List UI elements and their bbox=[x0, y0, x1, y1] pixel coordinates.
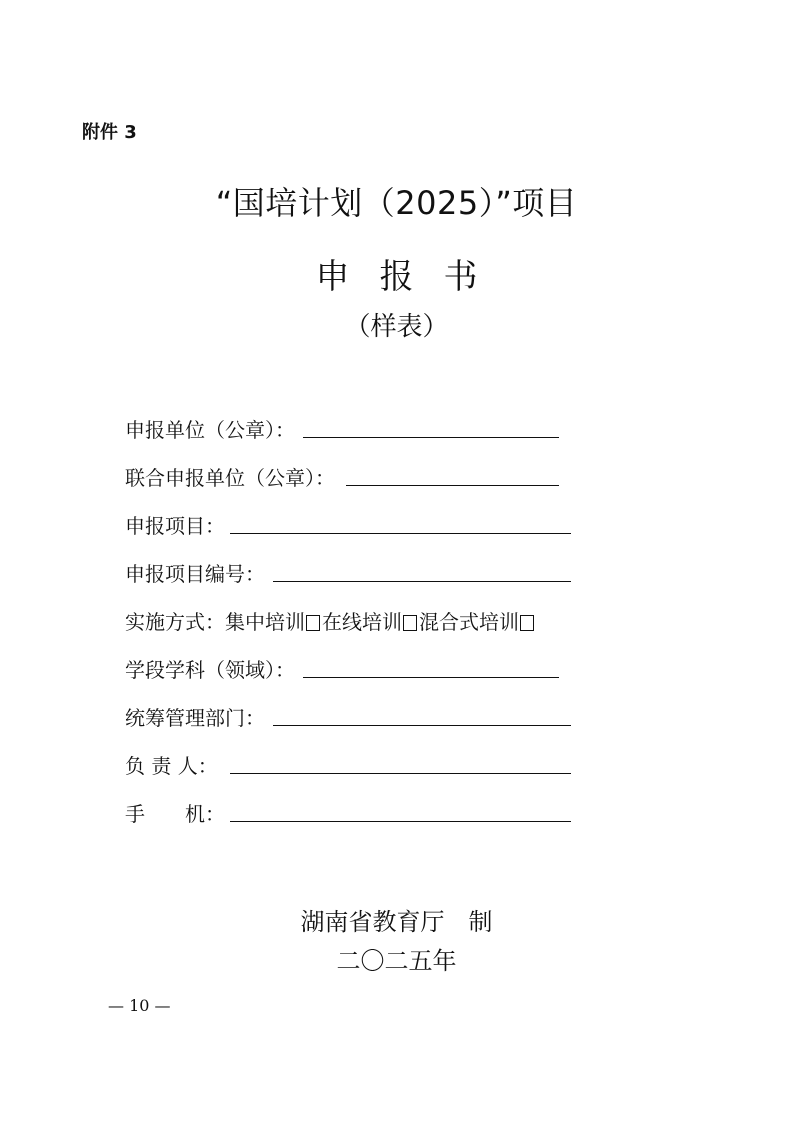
unit-fill-line[interactable] bbox=[303, 437, 559, 438]
project-no-fill-line[interactable] bbox=[273, 581, 571, 582]
project-no-label: 申报项目编号： bbox=[125, 562, 265, 586]
project-fill-line[interactable] bbox=[230, 533, 571, 534]
person-fill-line[interactable] bbox=[230, 773, 571, 774]
mode-checkbox-centralized[interactable] bbox=[306, 615, 320, 631]
mode-checkbox-blended[interactable] bbox=[520, 615, 534, 631]
phone-fill-line[interactable] bbox=[230, 821, 571, 822]
implementation-mode-row bbox=[125, 606, 536, 635]
subject-label: 学段学科（领域）： bbox=[125, 658, 295, 682]
mode-label: 实施方式： bbox=[125, 610, 225, 634]
person-label: 负 责 人： bbox=[125, 754, 218, 778]
project-label: 申报项目： bbox=[125, 514, 225, 538]
issue-year: 二〇二五年 bbox=[336, 947, 457, 975]
issuing-organization: 湖南省教育厅 制 bbox=[300, 908, 493, 936]
joint-unit-label: 联合申报单位（公章）： bbox=[125, 466, 335, 490]
unit-label: 申报单位（公章）： bbox=[125, 418, 295, 442]
phone-label: 手 机： bbox=[125, 802, 225, 826]
dept-fill-line[interactable] bbox=[273, 725, 571, 726]
attachment-label: 附件 3 bbox=[82, 122, 137, 143]
subject-fill-line[interactable] bbox=[303, 677, 559, 678]
mode-option-centralized: 集中培训 bbox=[225, 610, 305, 634]
document-subtitle: 申报书 bbox=[315, 257, 508, 297]
joint-unit-fill-line[interactable] bbox=[346, 485, 559, 486]
document-title: “国培计划（2025）”项目 bbox=[215, 184, 578, 222]
mode-option-online: 在线培训 bbox=[322, 610, 402, 634]
sample-label: （样表） bbox=[344, 312, 449, 342]
mode-checkbox-online[interactable] bbox=[403, 615, 417, 631]
dept-label: 统筹管理部门： bbox=[125, 706, 265, 730]
page-number: — 10 — bbox=[108, 996, 171, 1015]
mode-option-blended: 混合式培训 bbox=[419, 610, 519, 634]
